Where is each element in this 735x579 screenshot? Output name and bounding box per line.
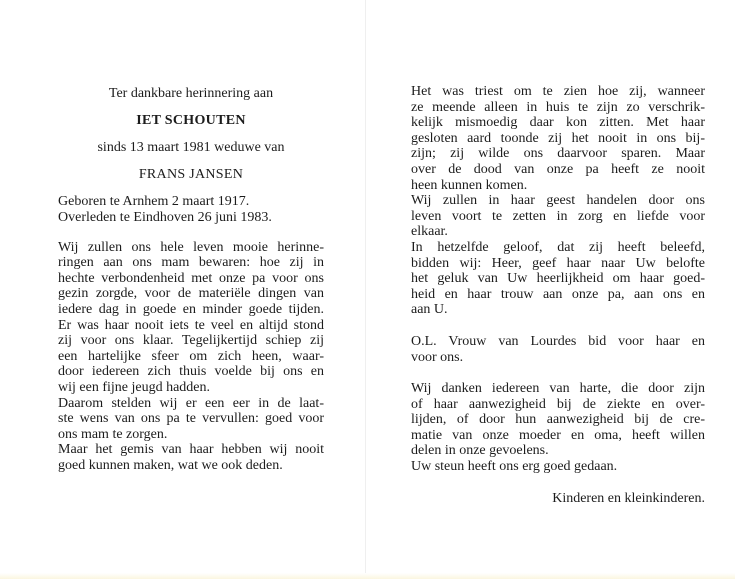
text-line: Het was triest om te zien hoe zij, wanneer (411, 84, 705, 99)
text-line: door iedereen zich thuis voelde bij ons en (58, 364, 324, 380)
signature: Kinderen en kleinkinderen. (552, 490, 705, 506)
text-line: of haar aanwezigheid bij de ziekte en over- (411, 396, 705, 412)
deceased-name: IET SCHOUTEN (136, 112, 246, 128)
text-line: voor ons. (411, 349, 464, 365)
left-panel (58, 86, 324, 473)
text-line: iedere dag in goede en minder goede tijden. (58, 301, 324, 317)
text-line: heen kunnen komen. (411, 177, 528, 193)
text-line: over de dood van onze pa heeft ze nooit (411, 161, 705, 177)
text-line: lijden, of door hun aanwezigheid bij de cre- (411, 412, 705, 428)
text-line: In hetzelfde geloof, dat zij heeft beleefd, (411, 239, 705, 255)
text-line: hechte verbondenheid met onze pa voor ons (58, 270, 324, 286)
death-line: Overleden te Eindhoven 26 juni 1983. (58, 209, 272, 225)
text-line: zij voor ons klaar. Tegelijkertijd schiep zij (58, 333, 324, 349)
text-line: het geluk van Uw heerlijkheid om haar goed- (411, 271, 705, 287)
birth-line: Geboren te Arnhem 2 maart 1917. (58, 194, 250, 210)
text-line: kelijk mismoedig daar kon zitten. Met haar (411, 115, 705, 131)
husband-name: FRANS JANSEN (138, 166, 244, 182)
left-paragraph (58, 240, 324, 474)
text-line: ringen aan ons mam bewaren: hoe zij in (58, 255, 324, 271)
text-line: goed kunnen maken, wat we ook deden. (58, 457, 283, 473)
text-line: leven voort te zetten in zorg en liefde voor (411, 208, 705, 224)
text-line: O.L. Vrouw van Lourdes bid voor haar en (411, 333, 705, 349)
right-paragraph-3 (411, 381, 705, 475)
text-line: gesloten aard toonde zij het nooit in ons bij- (411, 130, 705, 146)
text-line: delen in onze gevoelens. (411, 443, 549, 459)
text-line: Uw steun heeft ons erg goed gedaan. (411, 459, 618, 475)
text-line: Wij zullen in haar geest handelen door ons (411, 193, 705, 209)
text-line: elkaar. (411, 224, 448, 240)
text-line: Daarom stelden wij er een eer in de laat- (58, 395, 324, 411)
intro-text: Ter dankbare herinnering aan (108, 86, 274, 101)
right-panel (411, 84, 705, 506)
text-line: Wij zullen ons hele leven mooie herinne- (58, 239, 324, 255)
text-line: Er was haar nooit iets te veel en altijd stond (58, 317, 324, 333)
text-line: wij een fijne jeugd hadden. (58, 379, 211, 395)
text-line: een hartelijke sfeer om zich heen, waar- (58, 348, 324, 364)
text-line: bidden wij: Heer, geef haar naar Uw belofte (411, 255, 705, 271)
paper-edge (0, 573, 735, 579)
text-line: heid en haar trouw aan onze pa, aan ons en (411, 286, 705, 302)
right-paragraph-2 (411, 334, 705, 365)
card-fold-line (365, 0, 366, 579)
text-line: ons mam te zorgen. (58, 426, 168, 442)
text-line: Wij danken iedereen van harte, die door zijn (411, 381, 705, 397)
text-line: aan U. (411, 302, 448, 318)
text-line: matie van onze moeder en oma, heeft willen (411, 427, 705, 443)
widow-line: sinds 13 maart 1981 weduwe van (97, 140, 285, 156)
right-paragraph-1 (411, 84, 705, 318)
text-line: zijn; zij wilde ons daarvoor sparen. Maar (411, 146, 705, 162)
text-line: gezin zorgde, voor de materiële dingen van (58, 286, 324, 302)
text-line: ze meende alleen in huis te zijn zo verschrik- (411, 99, 705, 115)
text-line: ste wens van ons pa te vervullen: goed voor (58, 411, 324, 427)
text-line: Maar het gemis van haar hebben wij nooit (58, 442, 324, 458)
